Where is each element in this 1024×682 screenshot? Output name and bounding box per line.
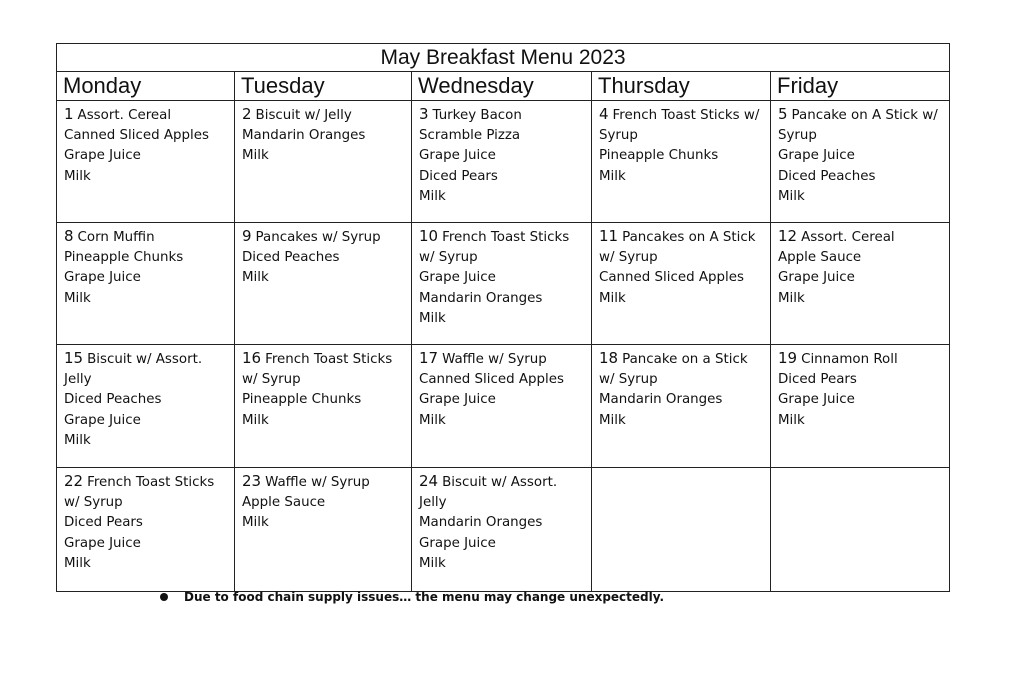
day-number: 17 [419,349,439,367]
day-number: 15 [64,349,84,367]
menu-item [64,493,230,513]
menu-item-text: Biscuit w/ Assort. [87,352,203,367]
menu-item-text: Milk [64,555,91,571]
note-text: Due to food chain supply issues… the menu may change unexpectedly. [184,590,665,604]
menu-item-text: w/ Syrup [599,250,658,266]
menu-item [599,167,766,187]
menu-item-text: Milk [242,412,269,428]
menu-item [778,146,945,166]
menu-item [599,226,766,248]
menu-item-text: Milk [419,310,446,326]
menu-item-text: w/ Syrup [599,372,658,388]
menu-item-text: Diced Peaches [242,250,340,266]
menu-item [778,104,945,126]
menu-item-text: Jelly [419,495,447,511]
menu-item-text: Grape Juice [64,412,141,428]
menu-item [599,370,766,390]
menu-item [419,104,587,126]
menu-item-text: French Toast Sticks [87,475,215,490]
menu-item [599,104,766,126]
menu-item-text: Pancake on A Stick w/ [791,108,938,123]
day-number: 12 [778,227,798,245]
menu-item [64,104,230,126]
menu-item-text: Biscuit w/ Assort. [442,475,558,490]
menu-item [419,187,587,207]
menu-item-text: Biscuit w/ Jelly [255,108,352,123]
menu-item [242,226,407,248]
menu-item-text: Diced Peaches [778,168,876,184]
day-header-row [57,72,950,101]
menu-body [57,101,950,592]
day-cell [235,101,412,223]
day-cell [592,223,771,345]
menu-item [64,471,230,493]
menu-item [419,554,587,574]
day-cell [592,345,771,468]
day-header: Wednesday [412,72,592,101]
menu-item [778,226,945,248]
menu-item [419,513,587,533]
menu-item-text: Milk [419,412,446,428]
menu-item-text: Grape Juice [778,148,855,164]
menu-item [778,348,945,370]
menu-item-text: Milk [778,188,805,204]
menu-item-text: Syrup [599,128,638,144]
menu-item-text: Milk [242,515,269,531]
menu-item-text: Milk [242,148,269,164]
menu-item-text: Canned Sliced Apples [599,270,744,286]
menu-item [778,167,945,187]
menu-item [778,126,945,146]
menu-item [599,248,766,268]
menu-item-text: Grape Juice [778,270,855,286]
day-cell [771,223,950,345]
day-number: 3 [419,105,429,123]
menu-item [419,390,587,410]
menu-item [419,370,587,390]
menu-item [419,493,587,513]
menu-item-text: Assort. Cereal [801,230,895,245]
week-row [57,468,950,592]
day-number: 23 [242,472,262,490]
day-cell [57,223,235,345]
menu-item-text: Mandarin Oranges [419,515,543,531]
menu-item-text: Pancakes w/ Syrup [255,230,381,245]
day-header: Friday [771,72,950,101]
week-row [57,223,950,345]
day-header: Monday [57,72,235,101]
day-number: 4 [599,105,609,123]
menu-item-text: Grape Juice [64,270,141,286]
day-number: 18 [599,349,619,367]
menu-item-text: Milk [778,412,805,428]
menu-item-text: Syrup [778,128,817,144]
menu-item [599,348,766,370]
menu-item [64,390,230,410]
day-cell [412,468,592,592]
day-cell [57,345,235,468]
menu-item [419,248,587,268]
menu-item [419,268,587,288]
menu-item [64,554,230,574]
day-header: Thursday [592,72,771,101]
menu-item [242,370,407,390]
menu-item-text: Pineapple Chunks [64,250,184,266]
menu-item [242,104,407,126]
menu-item-text: Grape Juice [64,535,141,551]
menu-item [64,126,230,146]
menu-item-text: Mandarin Oranges [242,128,366,144]
menu-item [242,268,407,288]
menu-note [160,590,664,604]
menu-item [64,411,230,431]
menu-item [242,471,407,493]
menu-item-text: w/ Syrup [64,495,123,511]
menu-item-text: Waffle w/ Syrup [265,475,370,490]
menu-item [64,534,230,554]
breakfast-menu-table [56,43,950,592]
menu-item [778,268,945,288]
day-cell [412,345,592,468]
day-cell [412,101,592,223]
menu-item-text: Grape Juice [419,148,496,164]
menu-item-text: Cinnamon Roll [801,352,898,367]
menu-item [242,411,407,431]
day-number: 22 [64,472,84,490]
menu-item [64,370,230,390]
menu-item [599,289,766,309]
menu-item-text: Canned Sliced Apples [419,372,564,388]
menu-item-text: Mandarin Oranges [419,290,543,306]
menu-item [419,167,587,187]
menu-item-text: Pineapple Chunks [599,148,719,164]
menu-item-text: Pancake on a Stick [622,352,748,367]
menu-item [419,146,587,166]
menu-item-text: Canned Sliced Apples [64,128,209,144]
menu-item [778,187,945,207]
menu-item-text: Diced Pears [419,168,498,184]
menu-item [64,513,230,533]
menu-item [778,248,945,268]
menu-item-text: Milk [64,432,91,448]
day-cell [57,468,235,592]
menu-item [419,348,587,370]
menu-item [64,226,230,248]
day-number: 5 [778,105,788,123]
day-cell [412,223,592,345]
menu-item [599,390,766,410]
day-number: 24 [419,472,439,490]
menu-item [599,146,766,166]
day-cell [771,101,950,223]
menu-item-text: Apple Sauce [242,495,326,511]
menu-item [419,289,587,309]
menu-item-text: Waffle w/ Syrup [442,352,547,367]
menu-item [64,146,230,166]
menu-item-text: Milk [64,168,91,184]
menu-item [242,513,407,533]
menu-item-text: Mandarin Oranges [599,392,723,408]
week-row [57,345,950,468]
menu-item-text: Assort. Cereal [77,108,172,123]
menu-item [64,268,230,288]
menu-item-text: Milk [599,412,626,428]
menu-item-text: Pineapple Chunks [242,392,362,408]
menu-item [778,390,945,410]
menu-item-text: Milk [778,290,805,306]
menu-item-text: Grape Juice [419,535,496,551]
menu-item [64,431,230,451]
menu-title: May Breakfast Menu 2023 [57,44,950,72]
menu-item [242,493,407,513]
menu-item-text: Milk [242,270,269,286]
menu-item [64,289,230,309]
menu-item-text: Scramble Pizza [419,128,521,144]
day-cell [235,223,412,345]
menu-item-text: Milk [419,555,446,571]
menu-item [419,226,587,248]
menu-item-text: Turkey Bacon [432,108,522,123]
menu-item [419,309,587,329]
menu-item-text: French Toast Sticks [442,230,570,245]
menu-item-text: Pancakes on A Stick [622,230,756,245]
menu-item-text: Apple Sauce [778,250,862,266]
menu-item-text: Grape Juice [64,148,141,164]
menu-item-text: Grape Juice [778,392,855,408]
menu-item [778,411,945,431]
day-number: 9 [242,227,252,245]
menu-item-text: Diced Peaches [64,392,162,408]
menu-item [242,126,407,146]
menu-item [599,126,766,146]
menu-item-text: Milk [599,290,626,306]
day-cell [235,468,412,592]
menu-item-text: Milk [419,188,446,204]
menu-item-text: Diced Pears [778,372,857,388]
menu-item-text: Corn Muffin [77,230,155,245]
day-cell [592,468,771,592]
menu-item [419,126,587,146]
menu-item-text: Jelly [64,372,92,388]
menu-item [64,348,230,370]
day-number: 11 [599,227,619,245]
menu-item [778,370,945,390]
day-header: Tuesday [235,72,412,101]
day-cell [57,101,235,223]
menu-item [778,289,945,309]
day-cell [771,468,950,592]
menu-item-text: Grape Juice [419,270,496,286]
day-number: 16 [242,349,262,367]
menu-item-text: w/ Syrup [242,372,301,388]
day-cell [771,345,950,468]
day-number: 2 [242,105,252,123]
menu-item-text: Milk [599,168,626,184]
menu-item [242,390,407,410]
day-number: 10 [419,227,439,245]
bullet-icon [160,593,168,601]
day-cell [235,345,412,468]
menu-item-text: Milk [64,290,91,306]
menu-item [64,167,230,187]
menu-item-text: Grape Juice [419,392,496,408]
menu-item-text: w/ Syrup [419,250,478,266]
day-cell [592,101,771,223]
menu-item [242,348,407,370]
menu-item [599,411,766,431]
menu-item [64,248,230,268]
menu-item-text: Diced Pears [64,515,143,531]
day-number: 1 [64,105,74,123]
menu-item [419,471,587,493]
menu-item [599,268,766,288]
menu-item-text: French Toast Sticks w/ [612,108,760,123]
menu-item [242,146,407,166]
day-number: 8 [64,227,74,245]
menu-item-text: French Toast Sticks [265,352,393,367]
menu-item [419,411,587,431]
week-row [57,101,950,223]
menu-item [242,248,407,268]
day-number: 19 [778,349,798,367]
menu-item [419,534,587,554]
